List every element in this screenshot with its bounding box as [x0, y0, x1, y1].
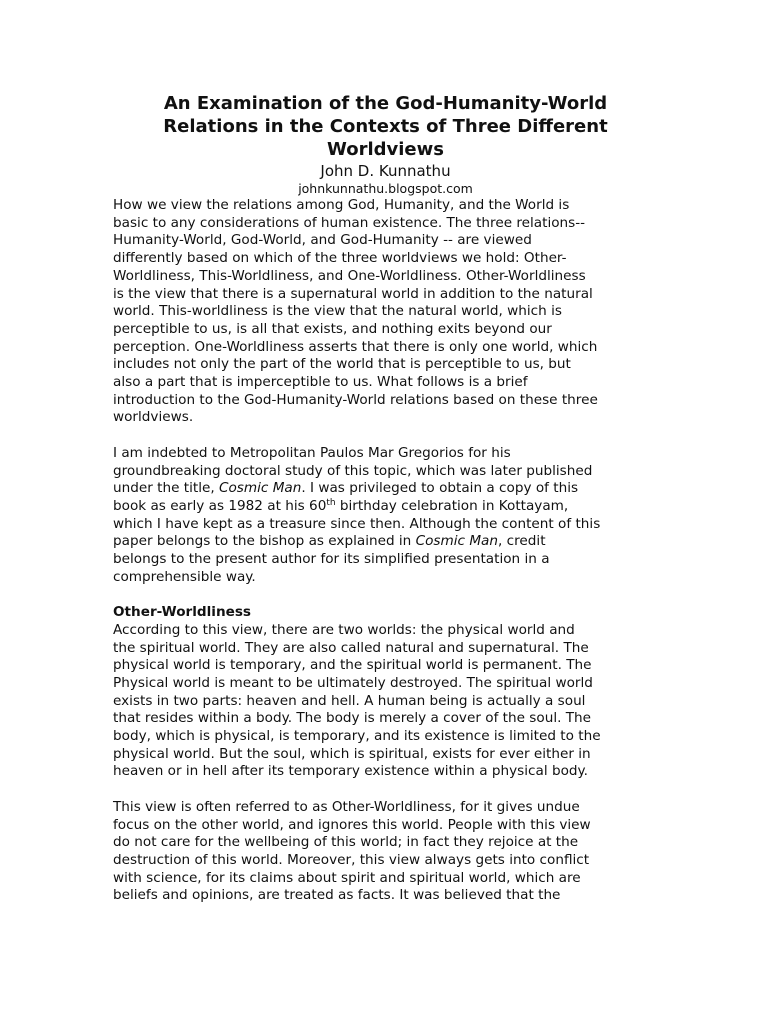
text-run: book as early as 1982 at his 60: [113, 497, 327, 514]
text-line: [113, 498, 658, 516]
text-run: birthday celebration in Kottayam,: [335, 497, 569, 514]
text-line: worldviews.: [113, 409, 194, 426]
text-line: heaven or in hell after its temporary existence within a physical body.: [113, 763, 588, 780]
text-line: Worldliness, This-Worldliness, and One-Worldliness. Other-Worldliness: [113, 267, 586, 284]
text-line: Humanity-World, God-World, and God-Humanity -- are viewed: [113, 232, 532, 249]
author-blog: johnkunnathu.blogspot.com: [298, 181, 473, 196]
title-line: Worldviews: [327, 139, 444, 160]
text-line: which I have kept as a treasure since then. Although the content of this: [113, 515, 601, 532]
text-line: also a part that is imperceptible to us. What follows is a brief: [113, 374, 528, 391]
text-line: focus on the other world, and ignores this world. People with this view: [113, 816, 591, 833]
text-line: destruction of this world. Moreover, this view always gets into conflict: [113, 851, 590, 868]
text-run: under the title,: [113, 480, 219, 497]
text-line: According to this view, there are two worlds: the physical world and: [113, 621, 575, 638]
other-worldliness-paragraph: [113, 622, 658, 781]
text-line: world. This-worldliness is the view that the natural world, which is: [113, 303, 562, 320]
text-line: basic to any considerations of human existence. The three relations--: [113, 214, 586, 231]
text-line: physical world is temporary, and the spiritual world is permanent. The: [113, 657, 592, 674]
text-line: with science, for its claims about spirit and spiritual world, which are: [113, 869, 581, 886]
text-run: . I was privileged to obtain a copy of this: [301, 480, 579, 497]
paragraph-spacer: [113, 781, 658, 799]
text-line: perceptible to us, is all that exists, and nothing exits beyond our: [113, 320, 552, 337]
text-run: , credit: [498, 533, 546, 550]
text-line: differently based on which of the three worldviews we hold: Other-: [113, 250, 567, 267]
text-line: [113, 480, 658, 498]
title-line: An Examination of the God-Humanity-World: [163, 93, 608, 114]
text-line: belongs to the present author for its simplified presentation in a: [113, 551, 550, 568]
book-title: Cosmic Man: [415, 533, 499, 550]
title-line: Relations in the Contexts of Three Different: [163, 116, 608, 137]
book-title: Cosmic Man: [218, 480, 302, 497]
text-line: comprehensible way.: [113, 568, 256, 585]
intro-paragraph: [113, 197, 658, 427]
paragraph-spacer: [113, 586, 658, 604]
document-body: [113, 92, 658, 905]
text-line: introduction to the God-Humanity-World relations based on these three: [113, 391, 598, 408]
text-line: the spiritual world. They are also called natural and supernatural. The: [113, 639, 589, 656]
text-line: is the view that there is a supernatural world in addition to the natural: [113, 285, 593, 302]
text-line: physical world. But the soul, which is spiritual, exists for ever either in: [113, 745, 591, 762]
text-line: I am indebted to Metropolitan Paulos Mar Gregorios for his: [113, 444, 511, 461]
text-line: beliefs and opinions, are treated as facts. It was believed that the: [113, 887, 561, 904]
ordinal-suffix: th: [326, 497, 336, 508]
text-line: groundbreaking doctoral study of this topic, which was later published: [113, 462, 593, 479]
text-line: perception. One-Worldliness asserts that there is only one world, which: [113, 338, 598, 355]
document-title: [113, 92, 658, 161]
text-line: body, which is physical, is temporary, and its existence is limited to the: [113, 728, 601, 745]
text-line: Physical world is meant to be ultimately destroyed. The spiritual world: [113, 674, 593, 691]
critique-paragraph: [113, 799, 658, 905]
author-name: John D. Kunnathu: [320, 162, 451, 180]
paragraph-spacer: [113, 427, 658, 445]
acknowledgement-paragraph: [113, 445, 658, 587]
text-line: This view is often referred to as Other-Worldliness, for it gives undue: [113, 798, 580, 815]
text-line: How we view the relations among God, Humanity, and the World is: [113, 197, 570, 213]
section-heading: Other-Worldliness: [113, 604, 252, 621]
text-line: [113, 533, 658, 551]
text-run: paper belongs to the bishop as explained in: [113, 533, 416, 550]
text-line: that resides within a body. The body is merely a cover of the soul. The: [113, 710, 592, 727]
text-line: exists in two parts: heaven and hell. A human being is actually a soul: [113, 692, 586, 709]
text-line: includes not only the part of the world that is perceptible to us, but: [113, 356, 571, 373]
text-line: do not care for the wellbeing of this world; in fact they rejoice at the: [113, 834, 579, 851]
